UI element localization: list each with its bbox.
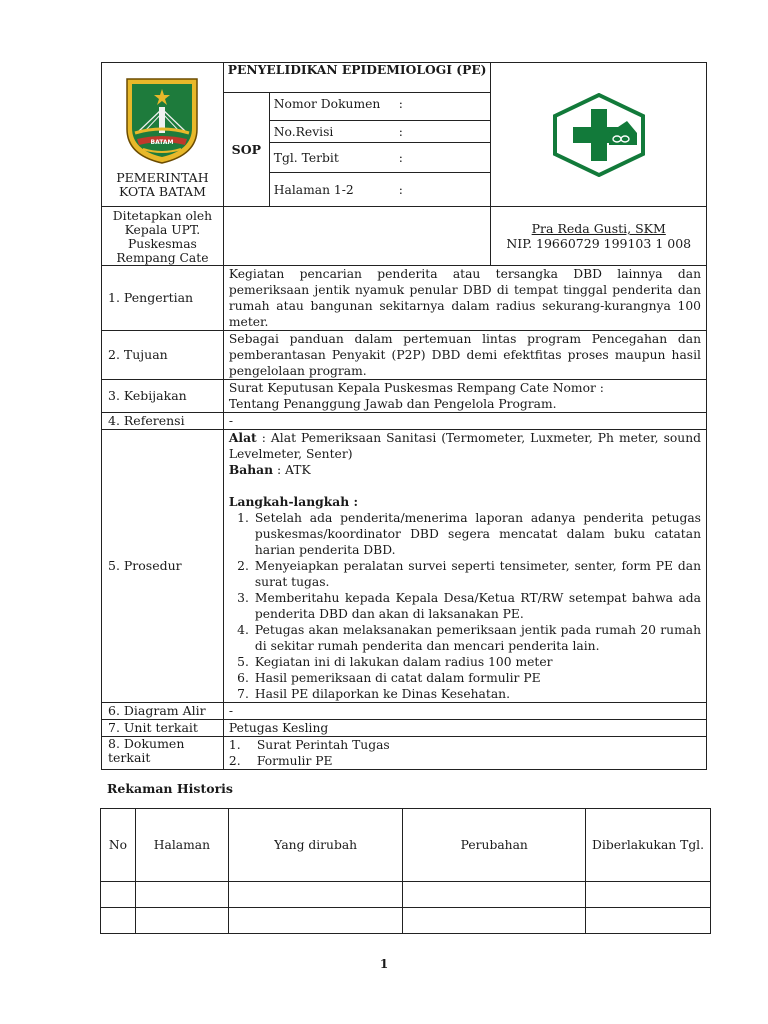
bahan-label: Bahan <box>228 462 274 477</box>
table-header-row <box>101 809 711 882</box>
list-item: 1. Setelah ada penderita/menerima laporan adanya penderita petugas puskesmas/koordinator DBD segera mencatat dalam buku catatan harian penderita DBD. <box>237 511 701 557</box>
list-item: 6. Hasil pemeriksaan di catat dalam formulir PE <box>237 671 541 685</box>
list-item: 3. Memberitahu kepada Kepala Desa/Ketua RT/RW setempat bahwa ada penderita DBD dan akan di laksanakan PE. <box>237 591 701 621</box>
list-item: 2. Formulir PE <box>228 754 333 768</box>
tujuan-text: Sebagai panduan dalam pertemuan lintas program Pencegahan dan pemberantasan Penyakit (P2P) DBD demi efektfitas proses maupun hasil pengelolaan program. <box>223 331 706 380</box>
no-revisi-row <box>269 121 491 143</box>
unit-terkait-text: Petugas Kesling <box>223 720 706 737</box>
document-title: PENYELIDIKAN EPIDEMIOLOGI (PE) <box>223 63 491 93</box>
ditetapkan-label: Ditetapkan oleh Kepala UPT. Puskesmas Rempang Cate <box>102 207 224 266</box>
table-row <box>101 908 711 934</box>
batam-coat-of-arms-logo <box>123 73 201 165</box>
no-revisi-value: : <box>398 125 403 139</box>
langkah-label: Langkah-langkah : <box>228 494 358 509</box>
alat-label: Alat <box>228 430 257 445</box>
diagram-alir-text: - <box>223 703 706 720</box>
langkah-list <box>229 510 701 702</box>
no-revisi-label: No.Revisi <box>273 125 334 139</box>
rekaman-historis-title: Rekaman Historis <box>107 781 233 796</box>
col-header-diberlakukan: Diberlakukan Tgl. <box>586 809 711 882</box>
tgl-terbit-row <box>269 143 491 173</box>
halaman-value: : <box>398 182 403 197</box>
signatory-name: Pra Reda Gusti, SKM <box>531 221 666 236</box>
bahan-text: : ATK <box>273 463 311 477</box>
list-item: 2. Menyeiapkan peralatan survei seperti tensimeter, senter, form PE dan surat tugas. <box>237 559 701 589</box>
dokumen-terkait-label: 8. Dokumen terkait <box>102 737 224 770</box>
signatory-nip: NIP. 19660729 199103 1 008 <box>506 236 692 251</box>
svg-text:BATAM: BATAM <box>150 139 174 146</box>
referensi-label: 4. Referensi <box>102 413 224 430</box>
sop-table <box>101 62 707 770</box>
list-item: 5. Kegiatan ini di lakukan dalam radius 100 meter <box>237 655 553 669</box>
rekaman-historis-table <box>100 808 711 934</box>
diagram-alir-label: 6. Diagram Alir <box>102 703 224 720</box>
unit-terkait-label: 7. Unit terkait <box>102 720 224 737</box>
nomor-dokumen-value: : <box>398 97 403 111</box>
col-header-no: No <box>101 809 136 882</box>
nomor-dokumen-row <box>269 93 491 121</box>
halaman-row <box>269 173 491 207</box>
alat-text: : Alat Pemeriksaan Sanitasi (Termometer, Luxmeter, Ph meter, sound Levelmeter, Senter) <box>228 431 701 461</box>
pengertian-label: 1. Pengertian <box>102 266 224 331</box>
signatory-block <box>491 207 707 266</box>
halaman-label: Halaman 1-2 <box>273 182 354 197</box>
dokumen-terkait-list <box>223 737 706 770</box>
pengertian-text: Kegiatan pencarian penderita atau tersangka DBD lainnya dan pemeriksaan jentik nyamuk penular DBD di tempat tinggal penderita dan rumah atau bangunan sekitarnya dalam radius sekurang-kurangnya 100 meter. <box>223 266 706 331</box>
kebijakan-label: 3. Kebijakan <box>102 380 224 413</box>
kebijakan-line-2: Tentang Penanggung Jawab dan Pengelola Program. <box>228 397 557 411</box>
table-row <box>101 882 711 908</box>
prosedur-alat <box>229 430 701 462</box>
col-header-perubahan: Perubahan <box>403 809 586 882</box>
list-item: 4. Petugas akan melaksanakan pemeriksaan jentik pada rumah 20 rumah di sekitar rumah penderita dan mencari penderita lain. <box>237 623 701 653</box>
tujuan-label: 2. Tujuan <box>102 331 224 380</box>
col-header-halaman: Halaman <box>135 809 228 882</box>
col-header-yang-dirubah: Yang dirubah <box>228 809 403 882</box>
tgl-terbit-value: : <box>398 150 403 165</box>
page-number: 1 <box>379 957 389 971</box>
prosedur-label: 5. Prosedur <box>102 430 224 703</box>
kebijakan-text <box>223 380 706 413</box>
list-item: 1. Surat Perintah Tugas <box>228 738 390 752</box>
sop-label: SOP <box>223 93 269 207</box>
kebijakan-line-1: Surat Keputusan Kepala Puskesmas Rempang Cate Nomor : <box>228 381 604 395</box>
prosedur-bahan <box>229 462 701 478</box>
tgl-terbit-label: Tgl. Terbit <box>273 150 339 165</box>
referensi-text: - <box>223 413 706 430</box>
list-item: 7. Hasil PE dilaporkan ke Dinas Kesehatan. <box>237 687 510 701</box>
nomor-dokumen-label: Nomor Dokumen <box>273 97 381 111</box>
org-name: PEMERINTAH KOTA BATAM <box>116 170 209 199</box>
puskesmas-logo-cell <box>491 63 707 207</box>
prosedur-spacer <box>229 478 701 494</box>
puskesmas-logo <box>551 93 647 177</box>
signature-space <box>223 207 491 266</box>
prosedur-content <box>223 430 706 703</box>
logo-cell <box>102 63 224 207</box>
